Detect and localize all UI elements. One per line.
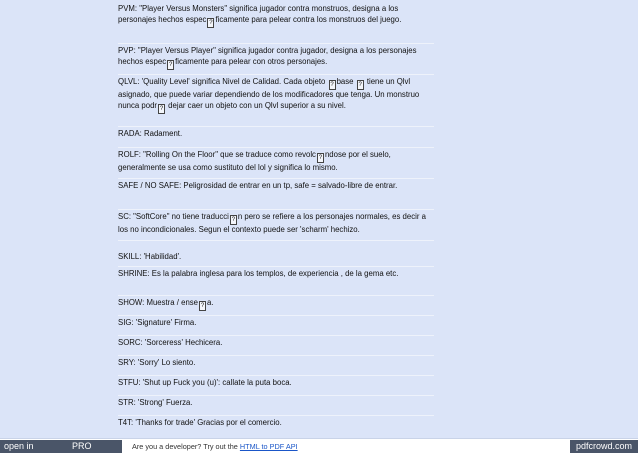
pro-version-button[interactable]: PRO version: [68, 440, 122, 453]
glossary-entry: [118, 358, 434, 369]
entry-divider: [118, 266, 434, 267]
entry-divider: [118, 335, 434, 336]
entry-divider: [118, 295, 434, 296]
entry-text: n pero se refiere a los personajes normales, es decir a los no incondicionales. Segun el contexto puede ser 'scharm' hechizo.: [118, 212, 426, 234]
entry-divider: [118, 240, 434, 241]
glossary-entry: [118, 4, 434, 28]
glossary-entry: [118, 129, 434, 140]
entry-divider: [118, 395, 434, 396]
missing-glyph-icon: ?: [209, 19, 213, 26]
developer-message-text: Are you a developer? Try out the: [132, 442, 238, 451]
glossary-entry: [118, 318, 434, 329]
footer-bar: [0, 438, 638, 464]
entry-text: SKILL: 'Habilidad'.: [118, 252, 182, 261]
missing-glyph-icon: ?: [231, 217, 236, 223]
entry-text: ndose por el suelo, generalmente se usa como sustituto del lol y significa lo mismo.: [118, 150, 391, 172]
entry-divider: [118, 355, 434, 356]
entry-text: tiene un Qlvl asignado, que puede variar dependiendo de los modificadores que tenga. Un monstruo nunca podr: [118, 77, 420, 110]
glossary-entry: [118, 46, 434, 70]
entry-text: ficamente para pelear con otros personajes.: [175, 56, 328, 66]
entry-divider: [118, 415, 434, 416]
entry-text: ROLF: "Rolling On the Floor" que se traduce como revolc: [118, 150, 316, 159]
entry-text: QLVL: 'Quality Level' significa Nivel de Calidad. Cada objeto: [118, 77, 328, 86]
entry-text: SHOW: Muestra / ense: [118, 298, 199, 307]
entry-divider: [118, 147, 434, 148]
entry-text: SORC: 'Sorceress' Hechicera.: [118, 338, 223, 347]
entry-text: PVP: "Player Versus Player" significa jugador contra jugador, designa a los personajes hechos espec: [118, 46, 417, 66]
entry-text: RADA: Radament.: [118, 129, 183, 138]
entry-divider: [118, 74, 434, 75]
entry-text: base: [336, 77, 356, 86]
entry-text: SHRINE: Es la palabra inglesa para los templos, de experiencia , de la gema etc.: [118, 269, 399, 278]
glossary-entry: [118, 378, 434, 389]
glossary-entry: [118, 298, 434, 311]
glossary-entry: [118, 77, 434, 114]
html-to-pdf-api-link[interactable]: HTML to PDF API: [239, 442, 298, 451]
entry-divider: [118, 43, 434, 44]
glossary-entry: [118, 150, 434, 174]
pdfcrowd-brand-link[interactable]: pdfcrowd.com: [570, 440, 638, 453]
glossary-column: [118, 0, 434, 438]
glossary-entry: [118, 338, 434, 349]
entry-divider: [118, 209, 434, 210]
missing-glyph-icon: ?: [200, 303, 205, 309]
open-in-browser-button[interactable]: open in browser: [0, 440, 68, 453]
entry-text: a.: [207, 298, 214, 307]
missing-glyph-icon: ?: [318, 155, 323, 161]
entry-divider: [118, 178, 434, 179]
developer-message: [132, 441, 298, 452]
missing-glyph-icon: ?: [168, 61, 173, 68]
entry-text: SRY: 'Sorry' Lo siento.: [118, 358, 196, 367]
entry-divider: [118, 126, 434, 127]
glossary-entry: [118, 398, 434, 409]
entry-divider: [118, 315, 434, 316]
missing-glyph-icon: ?: [330, 82, 334, 88]
entry-text: SIG: 'Signature' Firma.: [118, 318, 197, 327]
glossary-entry: [118, 252, 434, 263]
missing-glyph-icon: ?: [159, 105, 164, 112]
entry-text: STR: 'Strong' Fuerza.: [118, 398, 193, 407]
glossary-entry: [118, 418, 434, 429]
glossary-entry: [118, 212, 434, 236]
entry-text: SAFE / NO SAFE: Peligrosidad de entrar en un tp, safe = salvado-libre de entrar.: [118, 181, 398, 190]
missing-glyph-icon: ?: [358, 82, 362, 88]
entry-text: SC: "SoftCore" no tiene traducci: [118, 212, 229, 221]
entry-text: T4T: 'Thanks for trade' Gracias por el comercio.: [118, 418, 282, 427]
entry-text: PVM: "Player Versus Monsters" significa jugador contra monstruos, designa a los personajes hechos espec: [118, 4, 399, 24]
glossary-entry: [118, 181, 434, 192]
glossary-entry: [118, 269, 434, 280]
entry-divider: [118, 375, 434, 376]
entry-text: ficamente para pelear contra los monstruos del juego.: [215, 14, 402, 24]
entry-text: dejar caer un objeto con un Qlvl superior a su nivel.: [166, 100, 346, 110]
entry-text: STFU: 'Shut up Fuck you (u)': callate la puta boca.: [118, 378, 292, 387]
